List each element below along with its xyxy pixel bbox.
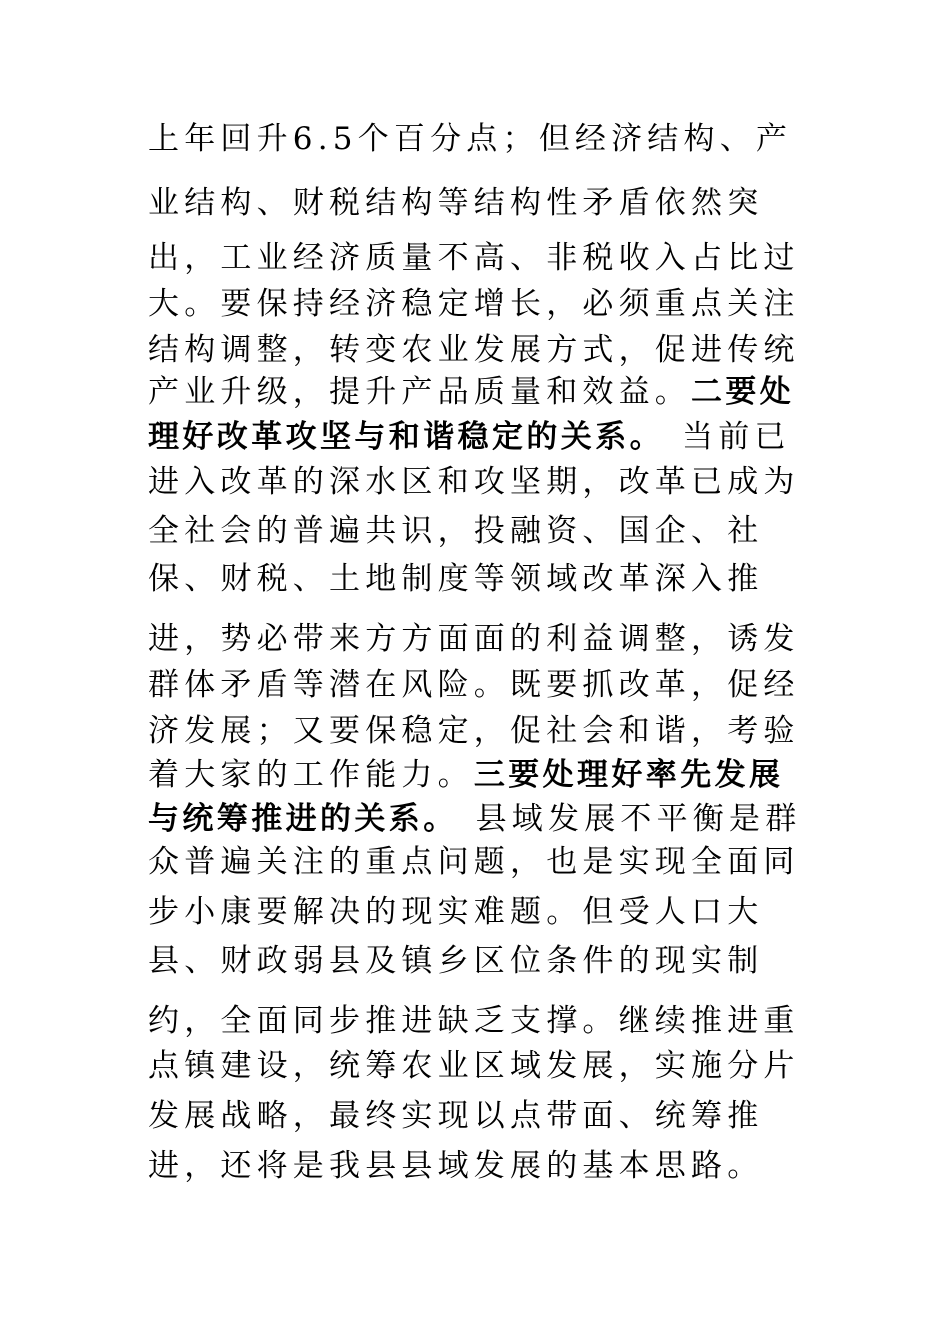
text-line (148, 180, 788, 226)
text-line (148, 508, 788, 554)
body-text: 群体矛盾等潜在风险。既要抓改革，促经 (148, 667, 800, 703)
text-line (148, 281, 800, 327)
body-text: 县域发展不平衡是群 (475, 801, 802, 837)
text-line (148, 116, 793, 162)
text-line (148, 235, 800, 281)
bold-heading-text: 理好改革攻坚与和谐稳定的关系。 (148, 419, 664, 455)
body-text: 全社会的普遍共识，投融资、国企、社 (148, 513, 764, 549)
body-text: 结构调整，转变农业发展方式，促进传统 (148, 332, 800, 368)
text-line (148, 459, 800, 505)
body-text: 县、财政弱县及镇乡区位条件的现实制 (148, 943, 764, 979)
text-line (148, 1093, 788, 1139)
text-line (148, 662, 800, 708)
text-line (148, 1043, 800, 1089)
text-line (148, 796, 802, 842)
body-text: 进，还将是我县县域发展的基本思路。 (148, 1148, 764, 1184)
text-line (148, 1143, 788, 1189)
bold-heading-text: 与统筹推进的关系。 (148, 801, 458, 837)
body-text: 当前已 (682, 419, 791, 455)
text-line (148, 889, 788, 935)
body-text: 着大家的工作能力。 (148, 757, 474, 793)
body-text: 保、财税、土地制度等领域改革深入推 (148, 561, 764, 597)
body-text: 出，工业经济质量不高、非税收入占比过 (148, 240, 800, 276)
body-text: 约，全面同步推进缺乏支撑。继续推进重 (148, 1003, 800, 1039)
body-text: 步小康要解决的现实难题。但受人口大 (148, 894, 764, 930)
text-line (148, 616, 800, 662)
bold-heading-text: 二要处 (691, 374, 795, 410)
text-line (148, 938, 788, 984)
body-text: 济发展；又要保稳定，促社会和谐，考验 (148, 713, 800, 749)
text-line (148, 414, 791, 460)
body-text: 点镇建设，统筹农业区域发展，实施分片 (148, 1048, 800, 1084)
text-line (148, 556, 788, 602)
text-line (148, 708, 800, 754)
body-text: 进，势必带来方方面面的利益调整，诱发 (148, 621, 800, 657)
bold-heading-text: 三要处理好率先发展 (473, 757, 784, 793)
body-text: 众普遍关注的重点问题，也是实现全面同 (148, 844, 800, 880)
text-line (148, 998, 800, 1044)
body-text: 发展战略，最终实现以点带面、统筹推 (148, 1098, 764, 1134)
text-line (148, 369, 795, 415)
body-text: 进入改革的深水区和攻坚期，改革已成为 (148, 464, 800, 500)
text-line (148, 327, 800, 373)
body-text: 业结构、财税结构等结构性矛盾依然突 (148, 185, 764, 221)
text-line (148, 752, 788, 798)
text-line (148, 839, 800, 885)
body-text: 产业升级，提升产品质量和效益。 (148, 374, 691, 410)
body-text: 大。要保持经济稳定增长，必须重点关注 (148, 286, 800, 322)
body-text: 上年回升6.5个百分点；但经济结构、产 (148, 121, 793, 157)
